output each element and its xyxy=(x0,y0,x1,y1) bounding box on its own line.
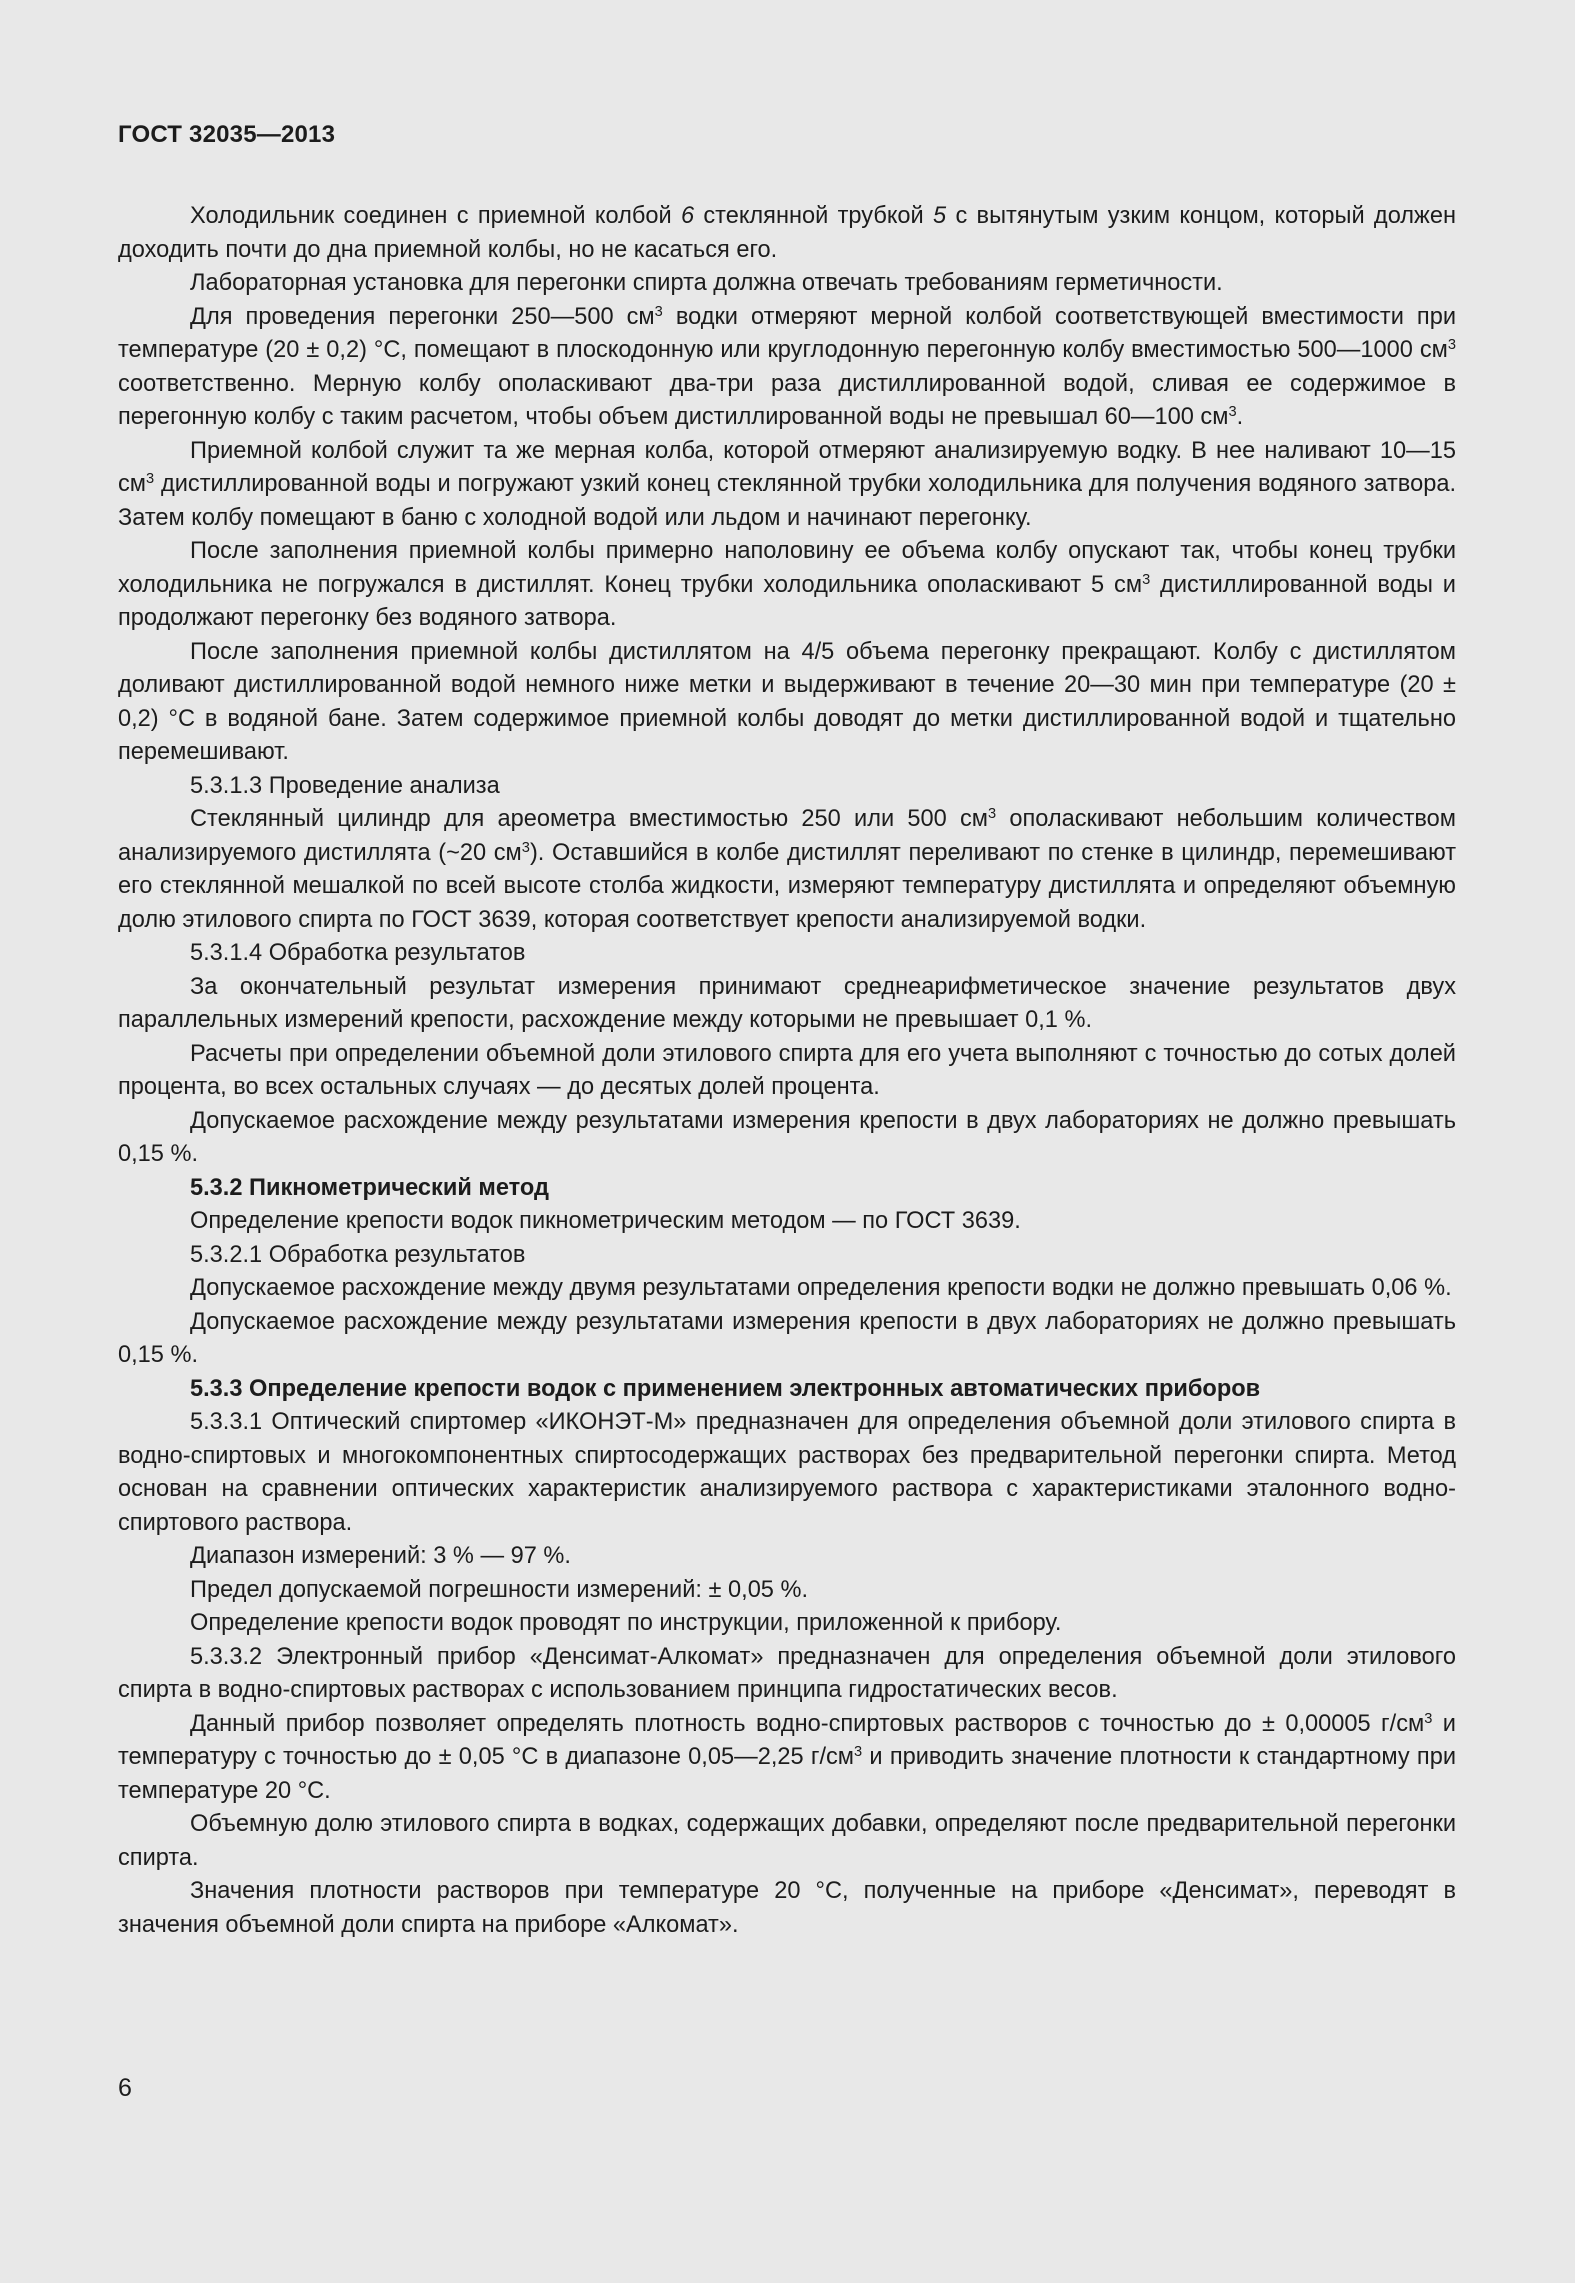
paragraph: 5.3.3.2 Электронный прибор «Денсимат-Алкомат» предназначен для определения объемной доли этилового спирта в водно-спиртовых растворах с использованием принципа гидростатических весов. xyxy=(118,1643,1456,1703)
paragraph: Стеклянный цилиндр для ареометра вместимостью 250 или 500 $см^3$ ополаскивают небольшим количеством анализируемого дистиллята (~20 $см^3$). Оставшийся в колбе дистиллят переливают по стенке в цилиндр, перемешивают его стеклянной мешалкой по всей высоте столба жидкости, измеряют температуру дистиллята и определяют объемную долю этилового спирта по ГОСТ 3639, которая соответствует крепости анализируемой водки. xyxy=(118,805,1457,933)
paragraph: 5.3.3.1 Оптический спиртомер «ИКОНЭТ-М» предназначен для определения объемной доли этилового спирта в водно-спиртовых и многокомпонентных спиртосодержащих растворах без предварительной перегонки спирта. Метод основан на сравнении оптических характеристик анализируемого раствора с характеристиками эталонного водно-спиртового раствора. xyxy=(118,1409,1456,1536)
paragraph: Приемной колбой служит та же мерная колба, которой отмеряют анализируемую водку. В нее наливают 10—15 $см^3$ дистиллированной воды и погружают узкий конец стеклянной трубки холодильника для получения водяного затвора. Затем колбу помещают в баню с холодной водой или льдом и начинают перегонку. xyxy=(118,437,1456,531)
paragraph: После заполнения приемной колбы примерно наполовину ее объема колбу опускают так, чтобы конец трубки холодильника не погружался в дистиллят. Конец трубки холодильника ополаскивают 5 $см^3$ дистиллированной воды и продолжают перегонку без водяного затвора. xyxy=(118,538,1456,631)
paragraph: Для проведения перегонки 250—500 $см^3$ водки отмеряют мерной колбой соответствующей вместимости при температуре (20 ± 0,2) °С, помещают в плоскодонную или круглодонную перегонную колбу вместимостью 500—1000 $см^3$ соответственно. Мерную колбу ополаскивают два-три раза дистиллированной водой, сливая ее содержимое в перегонную колбу с таким расчетом, чтобы объем дистиллированной воды не превышал 60—100 $см^3$. xyxy=(118,303,1457,430)
section-heading: 5.3.3 Определение крепости водок с применением электронных автоматических приборов xyxy=(190,1375,1261,1402)
paragraph: Предел допускаемой погрешности измерений: ± 0,05 %. xyxy=(190,1576,809,1603)
paragraph: Расчеты при определении объемной доли этилового спирта для его учета выполняют с точностью до сотых долей процента, во всех остальных случаях — до десятых долей процента. xyxy=(118,1040,1456,1100)
paragraph: После заполнения приемной колбы дистиллятом на 4/5 объема перегонку прекращают. Колбу с дистиллятом доливают дистиллированной водой немного ниже метки и выдерживают в течение 20—30 мин при температуре (20 ± 0,2) °С в водяной бане. Затем содержимое приемной колбы доводят до метки дистиллированной водой и тщательно перемешивают. xyxy=(118,638,1456,765)
paragraph: Лабораторная установка для перегонки спирта должна отвечать требованиям герметичности. xyxy=(190,270,1223,296)
section-heading: 5.3.2 Пикнометрический метод xyxy=(190,1174,549,1201)
paragraph: 5.3.1.3 Проведение анализа xyxy=(190,772,500,799)
paragraph: 5.3.2.1 Обработка результатов xyxy=(190,1241,526,1268)
page-number: 6 xyxy=(118,2074,132,2102)
document-header: ГОСТ 32035—2013 xyxy=(118,121,336,148)
paragraph: Определение крепости водок пикнометрическим методом — по ГОСТ 3639. xyxy=(190,1208,1021,1234)
paragraph: Диапазон измерений: 3 % — 97 %. xyxy=(190,1543,571,1569)
document-body xyxy=(118,200,1456,1942)
paragraph: Определение крепости водок проводят по инструкции, приложенной к прибору. xyxy=(190,1610,1062,1636)
paragraph: Допускаемое расхождение между результатами измерения крепости в двух лабораториях не должно превышать 0,15 %. xyxy=(118,1107,1456,1167)
paragraph: Объемную долю этилового спирта в водках, содержащих добавки, определяют после предварительной перегонки спирта. xyxy=(118,1811,1456,1871)
paragraph: Допускаемое расхождение между результатами измерения крепости в двух лабораториях не должно превышать 0,15 %. xyxy=(118,1308,1456,1368)
paragraph: Допускаемое расхождение между двумя результатами определения крепости водки не должно превышать 0,06 %. xyxy=(190,1275,1452,1301)
paragraph: Значения плотности растворов при температуре 20 °С, полученные на приборе «Денсимат», переводят в значения объемной доли спирта на приборе «Алкомат». xyxy=(118,1878,1456,1938)
paragraph: 5.3.1.4 Обработка результатов xyxy=(190,940,526,966)
paragraph: Холодильник соединен с приемной колбой 6 стеклянной трубкой 5 с вытянутым узким концом, который должен доходить почти до дна приемной колбы, но не касаться его. xyxy=(118,203,1456,263)
paragraph: Данный прибор позволяет определять плотность водно-спиртовых растворов с точностью до ± 0,00005 $г/см^3$ и температуру с точностью до ± 0,05 °С в диапазоне 0,05—2,25 $г/см^3$ и приводить значение плотности к стандартному при температуре 20 °С. xyxy=(118,1710,1456,1804)
paragraph: За окончательный результат измерения принимают среднеарифметическое значение результатов двух параллельных измерений крепости, расхождение между которыми не превышает 0,1 %. xyxy=(118,973,1456,1033)
